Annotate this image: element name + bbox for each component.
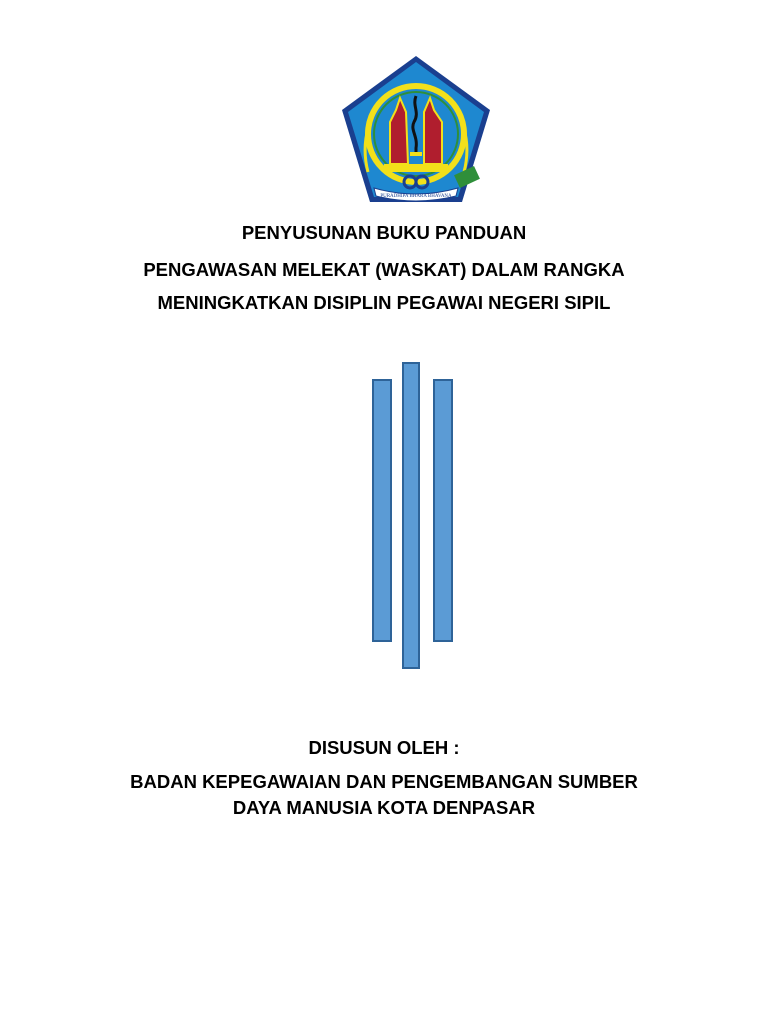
title-line-2: PENGAWASAN MELEKAT (WASKAT) DALAM RANGKA [143, 259, 625, 280]
decorative-bar-right [433, 379, 453, 642]
title-line-3: MENINGKATKAN DISIPLIN PEGAWAI NEGERI SIPIL [157, 292, 611, 313]
decorative-bar-left [372, 379, 392, 642]
author-label: DISUSUN OLEH : [308, 737, 460, 758]
decorative-bar-center [402, 362, 420, 669]
author-org-line-1: BADAN KEPEGAWAIAN DAN PENGEMBANGAN SUMBER [130, 771, 638, 792]
author-org-line-2: DAYA MANUSIA KOTA DENPASAR [232, 797, 536, 818]
denpasar-city-emblem-icon [338, 52, 494, 208]
decorative-bars [370, 360, 456, 670]
svg-text:PURADHIPA BHARA BHAVANA: PURADHIPA BHARA BHAVANA [380, 194, 452, 199]
title-line-1: PENYUSUNAN BUKU PANDUAN [241, 222, 527, 243]
